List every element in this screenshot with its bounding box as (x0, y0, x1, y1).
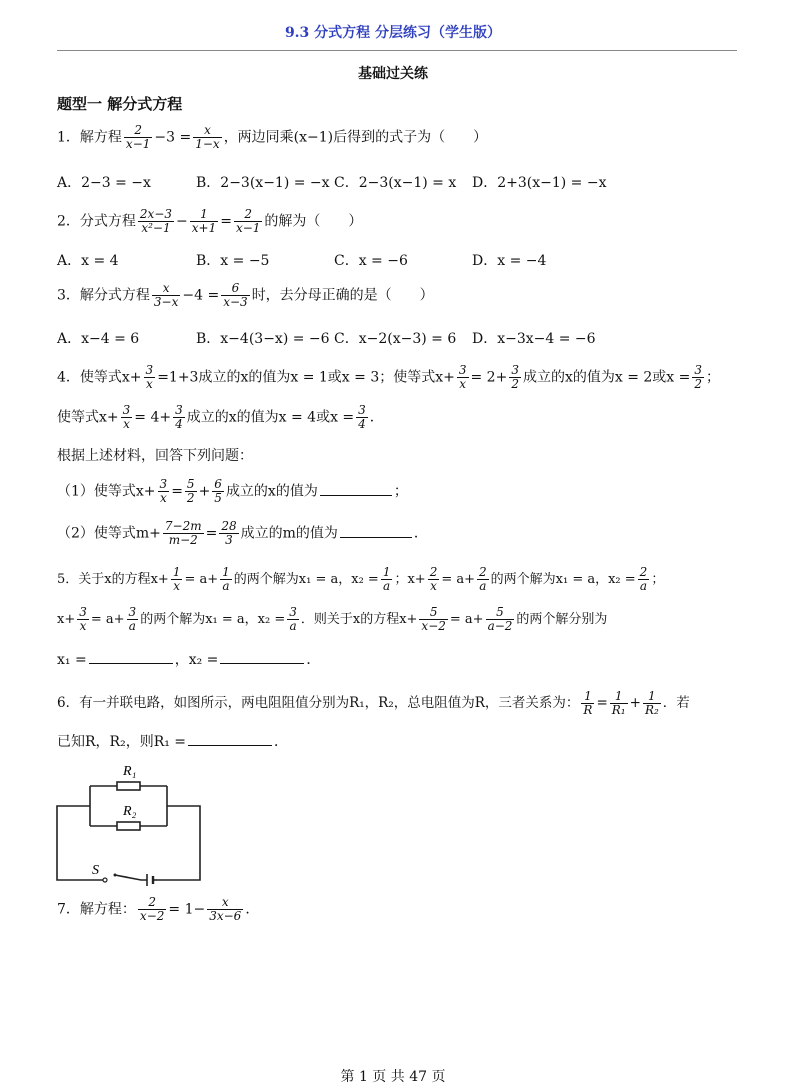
fraction: $\frac{3}{4}$ (358, 403, 366, 431)
q2-option-a[interactable]: A．x = 4 (57, 253, 119, 269)
fraction: $\frac{5}{2}$ (186, 477, 195, 505)
fraction: $\frac{1}{R}$ (583, 689, 593, 717)
answer-blank[interactable] (340, 537, 412, 538)
question-1: 1．解方程 $\frac{2}{x-1}$ −3 = $\frac{x}{1-x}$ ，两边同乘(x−1)后得到的式子为（ ） (57, 123, 488, 151)
q1-option-b[interactable]: B．2−3(x−1) = −x (196, 175, 330, 191)
section-title: 基础过关练 (358, 66, 428, 82)
question-4-line-2: 使等式x+ $\frac{3}{x}$ = 4+ $\frac{3}{4}$ 成立的x的值为x = 4或x = $\frac{3}{4}$ ． (57, 403, 384, 431)
parallel-circuit-diagram (55, 762, 215, 888)
question-4-part-1: （1）使等式x+ $\frac{3}{x}$ = $\frac{5}{2}$ + $\frac{6}{5}$ 成立的x的值为 ； (57, 477, 408, 505)
question-type-title: 题型一 解分式方程 (57, 95, 183, 113)
q2-option-c[interactable]: C．x = −6 (334, 253, 408, 269)
page-number: 第 1 页 共 47 页 (340, 1069, 446, 1085)
fraction: $\frac{3}{x}$ (458, 363, 467, 391)
document-title: 9.3 分式方程 分层练习（学生版） (284, 25, 502, 41)
question-6-line-2: 已知R，R₂，则R₁ = ． (57, 734, 289, 750)
fraction: $\frac{2}{x-2}$ (139, 895, 165, 923)
switch-terminal (114, 874, 117, 877)
answer-blank[interactable] (89, 663, 173, 664)
switch-terminal (103, 878, 107, 882)
fraction: $\frac{3}{a}$ (289, 605, 297, 633)
q3-option-c[interactable]: C．x−2(x−3) = 6 (334, 331, 457, 347)
fraction: $\frac{1}{a}$ (222, 565, 230, 593)
fraction: $\frac{1}{x+1}$ (191, 207, 217, 235)
fraction: $\frac{5}{x-2}$ (421, 605, 446, 633)
fraction: $\frac{2}{a}$ (639, 565, 648, 593)
fraction: $\frac{3}{2}$ (511, 363, 519, 391)
fraction: $\frac{3}{2}$ (694, 363, 703, 391)
question-4-material: 根据上述材料，回答下列问题： (57, 448, 253, 464)
fraction: $\frac{1}{x}$ (172, 565, 181, 593)
question-7: 7．解方程： $\frac{2}{x-2}$ = 1− $\frac{x}{3x-6}$ ． (57, 895, 260, 923)
fraction: $\frac{x}{1-x}$ (195, 123, 220, 151)
fraction: $\frac{2}{x}$ (429, 565, 438, 593)
fraction: $\frac{3}{4}$ (175, 403, 183, 431)
q2-option-d[interactable]: D．x = −4 (472, 253, 547, 269)
fraction: $\frac{x}{3x-6}$ (209, 895, 242, 923)
fraction: $\frac{3}{x}$ (145, 363, 154, 391)
header-divider (57, 50, 737, 51)
question-5-line-2: x+ $\frac{3}{x}$ = a+ $\frac{3}{a}$ 的两个解为x₁ = a，x₂ = $\frac{3}{a}$ ．则关于x的方程x+ $\frac{5}{x-2}$ = a+ $\frac{5}{a-2}$ 的两个解分别为 (57, 605, 608, 633)
q3-option-a[interactable]: A．x−4 = 6 (57, 331, 140, 347)
question-4-line-1: 4．使等式x+ $\frac{3}{x}$ =1+3成立的x的值为x = 1或x = 3；使等式x+ $\frac{3}{x}$ = 2+ $\frac{3}{2}$ 成立的x的值为x = 2或x = $\frac{3}{2}$ ； (57, 363, 721, 391)
fraction: $\frac{3}{x}$ (79, 605, 87, 633)
question-2: 2．分式方程 $\frac{2x-3}{\text{x²−1}}$ − $\frac{1}{x+1}$ = $\frac{2}{x-1}$ 的解为（ ） (57, 207, 363, 235)
q1-option-a[interactable]: A．2−3 = −x (57, 175, 151, 191)
fraction: $\frac{2}{x-1}$ (125, 123, 151, 151)
q2-option-b[interactable]: B．x = −5 (196, 253, 270, 269)
q3-option-b[interactable]: B．x−4(3−x) = −6 (196, 331, 330, 347)
fraction: $\frac{2}{a}$ (479, 565, 487, 593)
resistor-r2-label: R₂ (123, 804, 137, 819)
answer-blank[interactable] (188, 745, 272, 746)
fraction: $\frac{5}{a-2}$ (487, 605, 513, 633)
fraction: $\frac{7-2m}{m-2}$ (164, 519, 202, 547)
fraction: $\frac{1}{\text{R₂}}$ (644, 689, 659, 717)
q1-option-c[interactable]: C．2−3(x−1) = x (334, 175, 457, 191)
fraction: $\frac{x}{3-x}$ (153, 281, 179, 309)
question-6-line-1: 6．有一并联电路，如图所示，两电阻阻值分别为R₁，R₂，总电阻值为R，三者关系为： $\frac{1}{R}$ = $\frac{1}{\text{R₁}}$ + $\frac{1}{\text{R₂}}$ ．若 (57, 689, 690, 717)
fraction: $\frac{28}{3}$ (221, 519, 237, 547)
fraction: $\frac{1}{\text{R₁}}$ (611, 689, 626, 717)
fraction: $\frac{6}{x-3}$ (223, 281, 248, 309)
fraction: $\frac{2}{x-1}$ (235, 207, 261, 235)
fraction: $\frac{6}{5}$ (214, 477, 222, 505)
question-5-line-1: 5．关于x的方程x+ $\frac{1}{x}$ = a+ $\frac{1}{a}$ 的两个解为x₁ = a，x₂ = $\frac{1}{a}$ ；x+ $\frac{2}{x}$ = a+ $\frac{2}{a}$ 的两个解为x₁ = a，x₂ = $\frac{2}{a}$ ； (57, 565, 665, 593)
fraction: $\frac{1}{a}$ (382, 565, 391, 593)
resistor-r1-label: R₁ (123, 764, 137, 779)
answer-blank[interactable] (320, 495, 392, 496)
answer-blank[interactable] (220, 663, 304, 664)
q1-option-d[interactable]: D．2+3(x−1) = −x (472, 175, 607, 191)
question-5-line-3: x₁ = ，x₂ = ． (57, 652, 321, 668)
fraction: $\frac{3}{a}$ (128, 605, 137, 633)
fraction: $\frac{3}{x}$ (122, 403, 131, 431)
question-3: 3．解分式方程 $\frac{x}{3-x}$ −4 = $\frac{6}{x-3}$ 时，去分母正确的是（ ） (57, 281, 434, 309)
q3-option-d[interactable]: D．x−3x−4 = −6 (472, 331, 596, 347)
switch-label: S (92, 863, 99, 878)
fraction: $\frac{2x-3}{\text{x²−1}}$ (139, 207, 173, 235)
fraction: $\frac{3}{x}$ (159, 477, 168, 505)
question-4-part-2: （2）使等式m+ $\frac{7-2m}{m-2}$ = $\frac{28}{3}$ 成立的m的值为 ． (57, 519, 428, 547)
